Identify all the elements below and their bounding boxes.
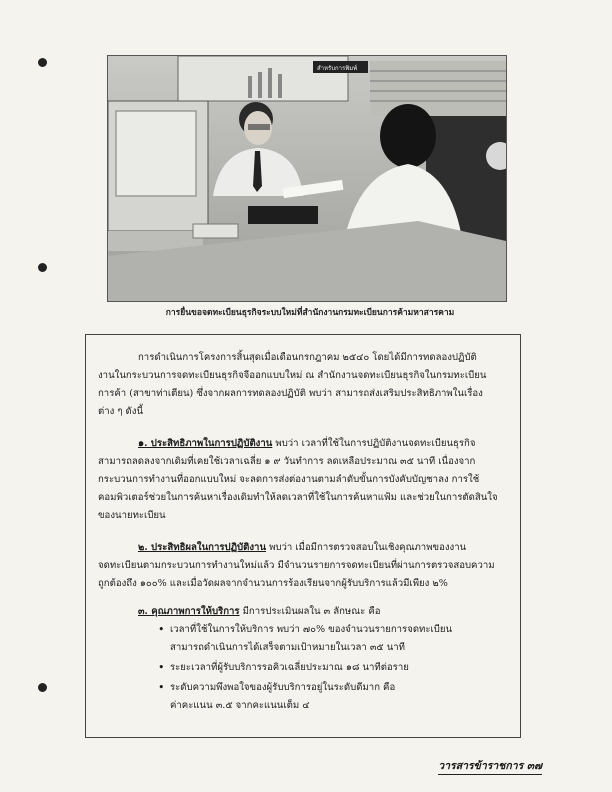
section-3-line-1 bbox=[138, 606, 381, 618]
section-2-line-1 bbox=[138, 542, 466, 554]
article-text-box bbox=[85, 334, 521, 738]
bullet-2-line-1: ระยะเวลาที่ผู้รับบริการรอคิวเฉลี่ยประมาณ ๑๘ นาทีต่อราย bbox=[170, 662, 409, 673]
section-1-first-text: พบว่า เวลาที่ใช้ในการปฏิบัติงานจดทะเบียนธุรกิจ bbox=[275, 438, 476, 449]
bullet-3-line-2: ค่าคะแนน ๓.๕ จากคะแนนเต็ม ๔ bbox=[170, 700, 310, 711]
section-3-heading: ๓. คุณภาพการให้บริการ bbox=[138, 606, 240, 617]
binder-hole-bottom bbox=[38, 683, 47, 692]
section-2-line-3: ถูกต้องถึง ๑๐๐% และเมื่อวัดผลจากจำนวนการร้องเรียนจากผู้รับบริการแล้วมีเพียง ๒% bbox=[98, 578, 448, 589]
section-1-line-4: คอมพิวเตอร์ช่วยในการค้นหาเรื่องเดิมทำให้ลดเวลาที่ใช้ในการค้นหาแฟ้ม และช่วยในการตัดสินใจ bbox=[98, 492, 498, 503]
section-1-line-2: สามารถลดลงจากเดิมที่เคยใช้เวลาเฉลี่ย ๑ ๙ วันทำการ ลดเหลือประมาณ ๓๕ นาที เนื่องจาก bbox=[98, 456, 476, 467]
counter-sign: สำหรับการพิมพ์ bbox=[317, 65, 358, 72]
section-3-tail: มีการประเมินผลใน ๓ ลักษณะ คือ bbox=[242, 606, 381, 617]
section-1-line-3: กระบวนการทำงานที่ออกแบบใหม่ จะลดการส่งต่องานตามลำดับขั้นการบังคับบัญชาลง การใช้ bbox=[98, 474, 480, 485]
bullet-3-marker: • bbox=[158, 681, 165, 694]
bullet-1-marker: • bbox=[158, 623, 165, 636]
intro-line-4: ต่าง ๆ ดังนี้ bbox=[98, 406, 144, 417]
binder-hole-top bbox=[38, 58, 47, 67]
bullet-1-line-2: สามารถดำเนินการได้เสร็จตามเป้าหมายในเวลา ๓๕ นาที bbox=[170, 642, 405, 653]
bullet-1-line-1: เวลาที่ใช้ในการให้บริการ พบว่า ๗๐% ของจำนวนรายการจดทะเบียน bbox=[170, 624, 453, 635]
intro-line-2: งานในกระบวนการจดทะเบียนธุรกิจจีออกแบบใหม่ ณ สำนักงานจดทะเบียนธุรกิจในกรมทะเบียน bbox=[98, 370, 487, 381]
section-1-line-5: ของนายทะเบียน bbox=[98, 510, 166, 521]
office-photo bbox=[107, 55, 507, 302]
bullet-2-marker: • bbox=[158, 661, 165, 674]
section-2-heading: ๒. ประสิทธิผลในการปฏิบัติงาน bbox=[138, 542, 267, 553]
section-2-line-2: จดทะเบียนตามกระบวนการทำงานใหม่แล้ว มีจำนวนรายการจดทะเบียนที่ผ่านการตรวจสอบความ bbox=[98, 560, 495, 571]
office-photo-illustration bbox=[108, 56, 506, 301]
section-2-first-text: พบว่า เมื่อมีการตรวจสอบในเชิงคุณภาพของงาน bbox=[269, 542, 467, 553]
page-footer: วารสารข้าราชการ ๓๗ bbox=[438, 757, 542, 775]
intro-line-3: การค้า (สาขาท่าเตียน) ซึ่งจากผลการทดลองปฏิบัติ พบว่า สามารถส่งเสริมประสิทธิภาพในเรื่อง bbox=[98, 388, 483, 399]
intro-line-1: การดำเนินการโครงการสิ้นสุดเมื่อเดือนกรกฎาคม ๒๕๔๐ โดยได้มีการทดลองปฏิบัติ bbox=[138, 352, 477, 363]
photo-caption: การยื่นขอจดทะเบียนธุรกิจระบบใหม่ที่สำนักงานกรมทะเบียนการค้ามหาสารคาม bbox=[165, 308, 455, 318]
bullet-3-line-1: ระดับความพึงพอใจของผู้รับบริการอยู่ในระดับดีมาก คือ bbox=[170, 682, 396, 693]
section-1-heading: ๑. ประสิทธิภาพในการปฏิบัติงาน bbox=[138, 438, 273, 449]
section-1-line-1 bbox=[138, 438, 475, 450]
binder-hole-middle bbox=[38, 263, 47, 272]
